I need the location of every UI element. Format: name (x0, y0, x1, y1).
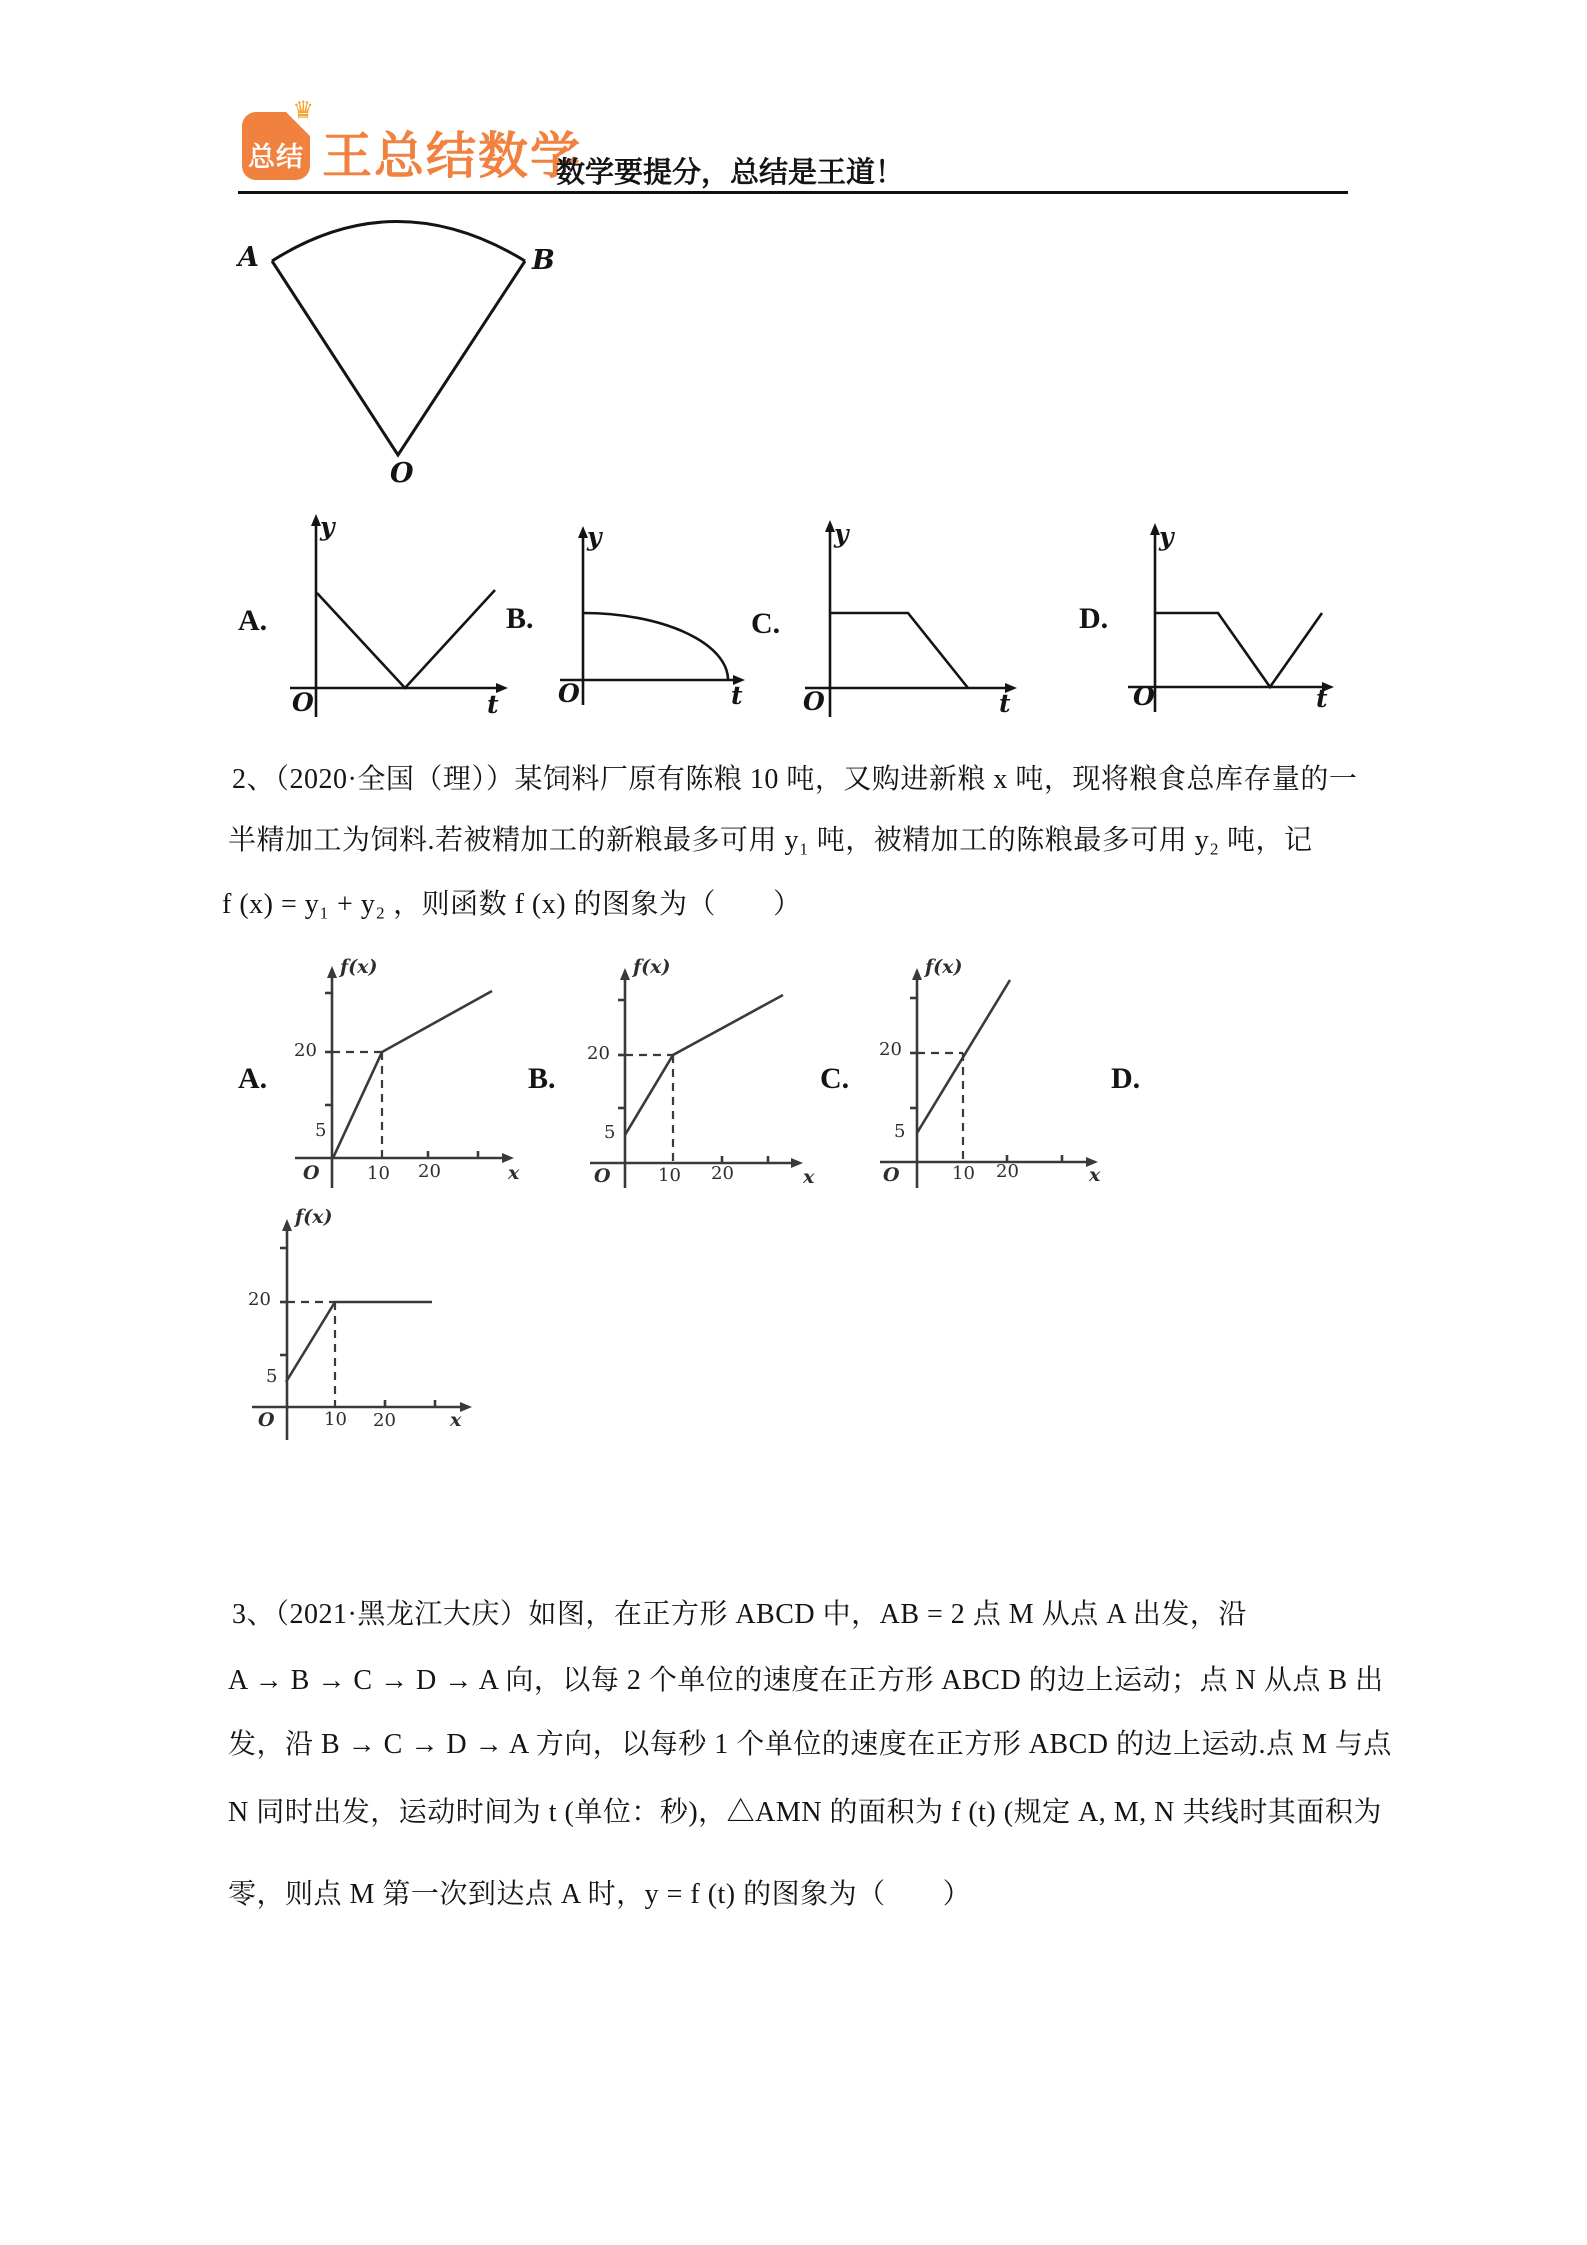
q2C-flabel: f(x) (925, 956, 963, 978)
q2D-xtick-10: 10 (324, 1409, 347, 1430)
q1-graph-B (560, 526, 745, 705)
q2-line-1: 2、（2020·全国（理））某饲料厂原有陈粮 10 吨，又购进新粮 x 吨，现将粮食总库存量的一 (232, 764, 1358, 795)
q2-option-B-label: B. (528, 1062, 556, 1095)
q1A-xlabel: t (487, 690, 499, 719)
q2-graph-C (880, 968, 1101, 1188)
q3-line-5: 零，则点 M 第一次到达点 A 时，y = f (t) 的图象为（ ） (228, 1879, 972, 1910)
sector-label-O: O (390, 458, 414, 489)
q2B-xtick-20: 20 (711, 1163, 734, 1184)
q2B-origin: O (594, 1165, 611, 1187)
q2-graph-D (252, 1219, 472, 1440)
q2D-xlabel: x (450, 1409, 462, 1431)
q2D-ytick-5: 5 (266, 1366, 278, 1387)
header-slogan: 数学要提分，总结是王道！ (556, 157, 905, 189)
q2A-xtick-20: 20 (418, 1161, 441, 1182)
q1B-xlabel: t (731, 681, 743, 710)
q2-line-3: f (x) = y₁ + y₂ ，则函数 f (x) 的图象为（ ） (222, 889, 802, 920)
q1-graph-C (805, 520, 1017, 717)
q1D-origin: O (1133, 682, 1155, 711)
q2C-xtick-20: 20 (996, 1161, 1019, 1182)
q1-graph-A (290, 514, 508, 717)
q1B-origin: O (558, 679, 580, 708)
q3-line-4: N 同时出发，运动时间为 t (单位：秒)，△AMN 的面积为 f (t) (规定 A, M, N 共线时其面积为 (228, 1797, 1382, 1828)
q1-option-B-label: B. (506, 602, 534, 635)
q2A-xtick-10: 10 (367, 1163, 390, 1184)
q2-option-C-label: C. (820, 1062, 850, 1095)
q1-option-A-label: A. (238, 604, 268, 637)
logo-badge-text: 总结 (248, 142, 304, 172)
logo-wordmark: 王总结数学 (322, 128, 582, 184)
q1D-xlabel: t (1316, 684, 1328, 713)
q2B-xlabel: x (803, 1166, 815, 1188)
q1C-ylabel: y (834, 519, 849, 548)
q1D-ylabel: y (1159, 522, 1174, 551)
q2D-flabel: f(x) (295, 1206, 333, 1228)
q3-line-1: 3、（2021·黑龙江大庆）如图，在正方形 ABCD 中，AB = 2 点 M 从点 A 出发，沿 (232, 1599, 1247, 1630)
q1A-origin: O (292, 688, 314, 717)
sector-label-B: B (532, 245, 555, 276)
q2B-ytick-20: 20 (587, 1043, 610, 1064)
q2A-ytick-5: 5 (315, 1120, 327, 1141)
q2C-xtick-10: 10 (952, 1163, 975, 1184)
q2-option-A-label: A. (238, 1062, 268, 1095)
q2-graph-B (590, 968, 803, 1188)
q1C-xlabel: t (999, 689, 1011, 718)
q2C-ytick-5: 5 (894, 1121, 906, 1142)
q2B-xtick-10: 10 (658, 1165, 681, 1186)
q1A-ylabel: y (320, 512, 335, 541)
q2A-flabel: f(x) (340, 956, 378, 978)
q1C-origin: O (803, 687, 825, 716)
q1B-ylabel: y (587, 522, 602, 551)
sector-figure (272, 222, 525, 456)
q2D-ytick-20: 20 (248, 1289, 271, 1310)
q2A-origin: O (303, 1162, 320, 1184)
q2A-xlabel: x (508, 1162, 520, 1184)
q2C-xlabel: x (1089, 1164, 1101, 1186)
q2-option-D-label: D. (1111, 1062, 1141, 1095)
q2C-ytick-20: 20 (879, 1039, 902, 1060)
q3-line-3: 发，沿 B → C → D → A 方向，以每秒 1 个单位的速度在正方形 ABCD 的边上运动.点 M 与点 (228, 1729, 1392, 1760)
q1-graph-D (1128, 523, 1334, 712)
q2D-xtick-20: 20 (373, 1410, 396, 1431)
q2B-flabel: f(x) (633, 956, 671, 978)
q2A-ytick-20: 20 (294, 1040, 317, 1061)
q1-option-D-label: D. (1079, 602, 1109, 635)
q3-line-2: A → B → C → D → A 向，以每 2 个单位的速度在正方形 ABCD 的边上运动；点 N 从点 B 出 (228, 1665, 1384, 1696)
q1-option-C-label: C. (751, 607, 781, 640)
q2D-origin: O (258, 1409, 275, 1431)
q2-graph-A (295, 966, 514, 1188)
crown-icon: ♛ (292, 96, 314, 124)
q2B-ytick-5: 5 (604, 1122, 616, 1143)
q2C-origin: O (883, 1164, 900, 1186)
q2-line-2: 半精加工为饲料.若被精加工的新粮最多可用 y₁ 吨，被精加工的陈粮最多可用 y₂ 吨，记 (228, 825, 1313, 856)
sector-label-A: A (238, 242, 259, 273)
